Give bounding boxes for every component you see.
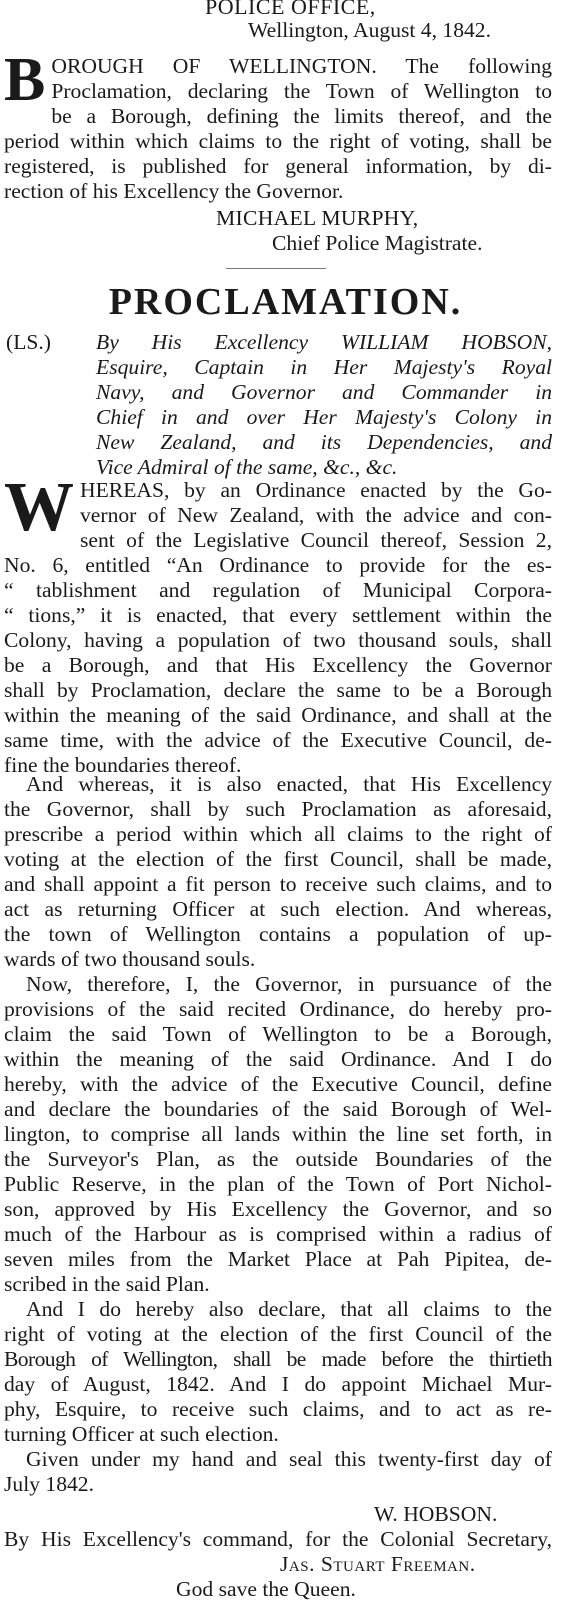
declare-line: And I do hereby also declare, that all claims to the — [26, 1297, 552, 1321]
now-therefore-line: hereby, with the advice of the Executive Council, define — [4, 1072, 552, 1096]
now-therefore-line: provisions of the said recited Ordinance, do hereby pro- — [4, 997, 552, 1021]
notice-line: registered, is published for general information, by di- — [4, 154, 552, 178]
whereas-dropcap: W — [4, 469, 74, 546]
command-line: By His Excellency's command, for the Colonial Secretary, — [4, 1527, 552, 1551]
closing-line: God save the Queen. — [176, 1577, 356, 1601]
section-divider — [226, 268, 326, 269]
and-whereas-line: voting at the election of the first Council, shall be made, — [4, 847, 552, 871]
declare-line: turning Officer at such election. — [4, 1422, 279, 1446]
given-paragraph — [4, 1447, 552, 1497]
notice-line: OROUGH OF WELLINGTON. The following — [51, 54, 552, 78]
and-whereas-line: And whereas, it is also enacted, that His Excellency — [26, 772, 552, 796]
now-therefore-line: son, approved by His Excellency the Governor, and so — [4, 1197, 552, 1221]
police-magistrate-name: MICHAEL MURPHY, — [216, 206, 419, 230]
governor-title-line: New Zealand, and its Dependencies, and — [96, 430, 552, 454]
secretary-signature: Jas. Stuart Freeman. — [280, 1552, 476, 1576]
whereas-line: No. 6, entitled “An Ordinance to provide for the es- — [4, 553, 552, 577]
whereas-line: be a Borough, and that His Excellency the Governor — [4, 653, 552, 677]
governor-title-line: Navy, and Governor and Commander in — [96, 380, 552, 404]
now-therefore-line: scribed in the said Plan. — [4, 1272, 210, 1296]
now-therefore-line: Now, therefore, I, the Governor, in pursuance of the — [26, 972, 552, 996]
and-whereas-line: and shall appoint a fit person to receive such claims, and to — [4, 872, 552, 896]
whereas-line: “ tablishment and regulation of Municipal Corpora- — [4, 578, 552, 602]
notice-paragraph — [4, 46, 552, 204]
governor-title-line: Chief in and over Her Majesty's Colony in — [96, 405, 552, 429]
notice-line: rection of his Excellency the Governor. — [4, 179, 344, 203]
whereas-line: vernor of New Zealand, with the advice and con- — [80, 503, 552, 527]
declare-line: phy, Esquire, to receive such claims, and to act as re- — [4, 1397, 552, 1421]
governor-title-block — [96, 330, 552, 480]
and-whereas-line: the Governor, shall by such Proclamation as aforesaid, — [4, 797, 552, 821]
governor-title-line: Vice Admiral of the same, &c., &c. — [96, 455, 398, 479]
whereas-line: fine the boundaries thereof. — [4, 753, 242, 777]
given-line: Given under my hand and seal this twenty-first day of — [26, 1447, 552, 1471]
now-therefore-line: within the meaning of the said Ordinance. And I do — [4, 1047, 552, 1071]
now-therefore-paragraph — [4, 972, 552, 1297]
whereas-line: “ tions,” it is enacted, that every settlement within the — [4, 603, 552, 627]
declare-line: right of voting at the election of the first Council of the — [4, 1322, 552, 1346]
given-line: July 1842. — [4, 1472, 94, 1496]
now-therefore-line: claim the said Town of Wellington to be a Borough, — [4, 1022, 552, 1046]
notice-dropcap: B — [4, 46, 46, 114]
whereas-line: within the meaning of the said Ordinance, and shall at the — [4, 703, 552, 727]
and-whereas-line: prescribe a period within which all claims to the right of — [4, 822, 552, 846]
notice-line: Proclamation, declaring the Town of Wellington to — [51, 79, 552, 103]
now-therefore-line: the Surveyor's Plan, as the outside Boundaries of the — [4, 1147, 552, 1171]
notice-line: be a Borough, defining the limits thereof, and the — [51, 104, 552, 128]
whereas-line: sent of the Legislative Council thereof, Session 2, — [80, 528, 552, 552]
police-magistrate-title: Chief Police Magistrate. — [272, 231, 483, 255]
now-therefore-line: Public Reserve, in the plan of the Town of Port Nichol- — [4, 1172, 552, 1196]
whereas-paragraph — [4, 469, 552, 778]
whereas-line: Colony, having a population of two thousand souls, shall — [4, 628, 552, 652]
declare-line: day of August, 1842. And I do appoint Michael Mur- — [4, 1372, 552, 1396]
governor-title-line: Esquire, Captain in Her Majesty's Royal — [96, 355, 552, 379]
now-therefore-line: seven miles from the Market Place at Pah Pipitea, de- — [4, 1247, 552, 1271]
and-whereas-line: wards of two thousand souls. — [4, 947, 256, 971]
proclamation-heading: PROCLAMATION. — [108, 281, 463, 323]
and-whereas-line: the town of Wellington contains a population of up- — [4, 922, 552, 946]
declare-line: Borough of Wellington, shall be made before the thirtieth — [4, 1347, 552, 1371]
whereas-line: HEREAS, by an Ordinance enacted by the Go- — [80, 478, 552, 502]
whereas-line: shall by Proclamation, declare the same to be a Borough — [4, 678, 552, 702]
governor-title-line: By His Excellency WILLIAM HOBSON, — [96, 330, 552, 354]
now-therefore-line: lington, to comprise all lands within the line set forth, in — [4, 1122, 552, 1146]
notice-line: period within which claims to the right of voting, shall be — [4, 129, 552, 153]
whereas-line: same time, with the advice of the Executive Council, de- — [4, 728, 552, 752]
now-therefore-line: and declare the boundaries of the said Borough of Wel- — [4, 1097, 552, 1121]
now-therefore-line: much of the Harbour as is comprised within a radius of — [4, 1222, 552, 1246]
dateline: Wellington, August 4, 1842. — [248, 18, 491, 42]
and-whereas-line: act as returning Officer at such election. And whereas, — [4, 897, 552, 921]
declare-paragraph — [4, 1297, 552, 1447]
governor-signature: W. HOBSON. — [374, 1502, 498, 1526]
seal-mark: (LS.) — [6, 330, 51, 354]
and-whereas-paragraph — [4, 772, 552, 972]
office-header: POLICE OFFICE, — [205, 0, 376, 19]
